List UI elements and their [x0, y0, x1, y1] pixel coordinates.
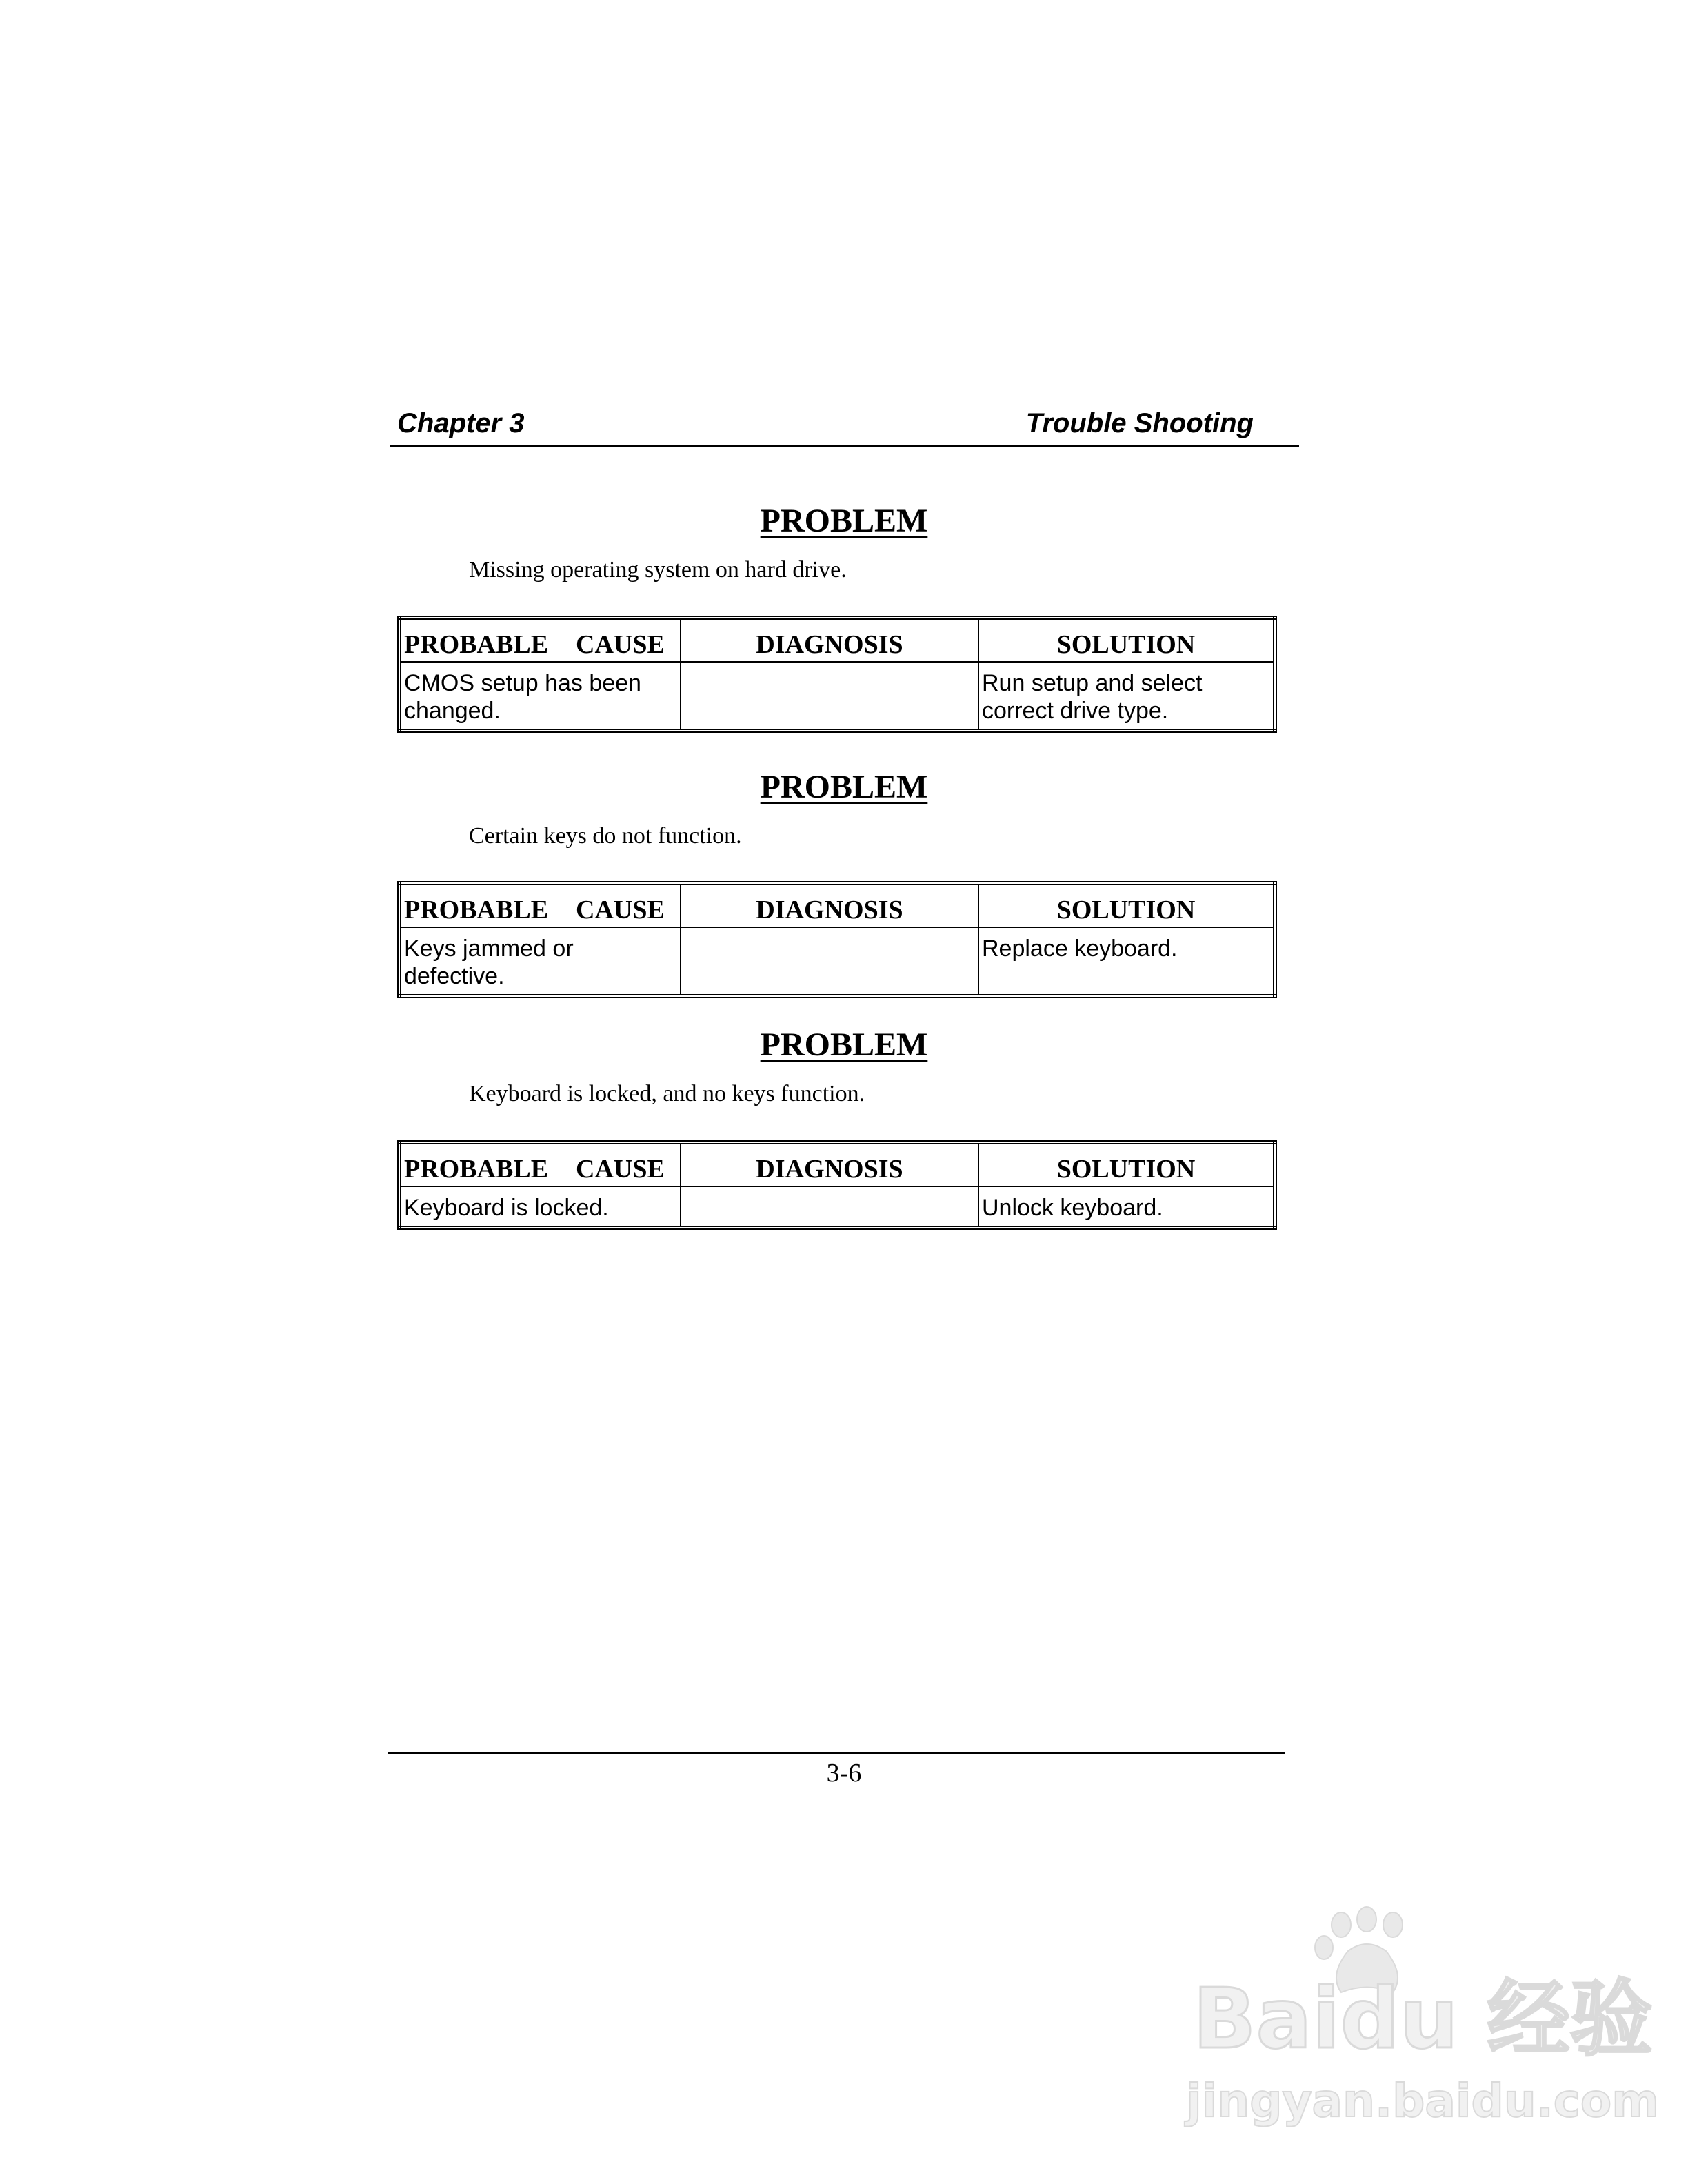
table-row	[399, 1186, 1275, 1228]
header-diagnosis: DIAGNOSIS	[681, 1142, 978, 1186]
problem-heading: PROBLEM	[760, 769, 928, 805]
problem-heading: PROBLEM	[760, 503, 928, 539]
cause-cell: Keys jammed or defective.	[399, 927, 681, 996]
table-header-row	[399, 883, 1275, 927]
header-solution: SOLUTION	[978, 618, 1275, 662]
solution-cell: Replace keyboard.	[978, 927, 1275, 996]
cause-cell: Keyboard is locked.	[399, 1186, 681, 1228]
table-header-row	[399, 618, 1275, 662]
header-probable-cause: PROBABLE CAUSE	[399, 618, 681, 662]
header-diagnosis: DIAGNOSIS	[681, 883, 978, 927]
section-title: Trouble Shooting	[1025, 408, 1254, 438]
chapter-label: Chapter 3	[397, 408, 525, 438]
header-solution: SOLUTION	[978, 1142, 1275, 1186]
problem-description: Keyboard is locked, and no keys function.	[469, 1081, 865, 1106]
footer-divider	[388, 1752, 1285, 1754]
table-header-row	[399, 1142, 1275, 1186]
baidu-watermark-logo	[1186, 1910, 1660, 2137]
page-header	[390, 405, 1299, 447]
problem-description: Certain keys do not function.	[469, 823, 742, 849]
troubleshooting-table	[397, 1140, 1277, 1230]
watermark-brand: Baidu 经验	[1193, 1972, 1653, 2067]
header-probable-cause: PROBABLE CAUSE	[399, 883, 681, 927]
watermark-url: jingyan.baidu.com	[1186, 2074, 1660, 2127]
problem-description: Missing operating system on hard drive.	[469, 557, 847, 583]
header-solution: SOLUTION	[978, 883, 1275, 927]
table-row	[399, 662, 1275, 731]
diagnosis-cell	[681, 662, 978, 731]
page-number: 3-6	[826, 1759, 862, 1788]
diagnosis-cell	[681, 1186, 978, 1228]
solution-cell: Unlock keyboard.	[978, 1186, 1275, 1228]
diagnosis-cell	[681, 927, 978, 996]
cause-cell: CMOS setup has been changed.	[399, 662, 681, 731]
solution-cell: Run setup and select correct drive type.	[978, 662, 1275, 731]
troubleshooting-table	[397, 881, 1277, 998]
header-diagnosis: DIAGNOSIS	[681, 618, 978, 662]
problem-heading: PROBLEM	[760, 1027, 928, 1063]
troubleshooting-table	[397, 616, 1277, 733]
header-probable-cause: PROBABLE CAUSE	[399, 1142, 681, 1186]
table-row	[399, 927, 1275, 996]
